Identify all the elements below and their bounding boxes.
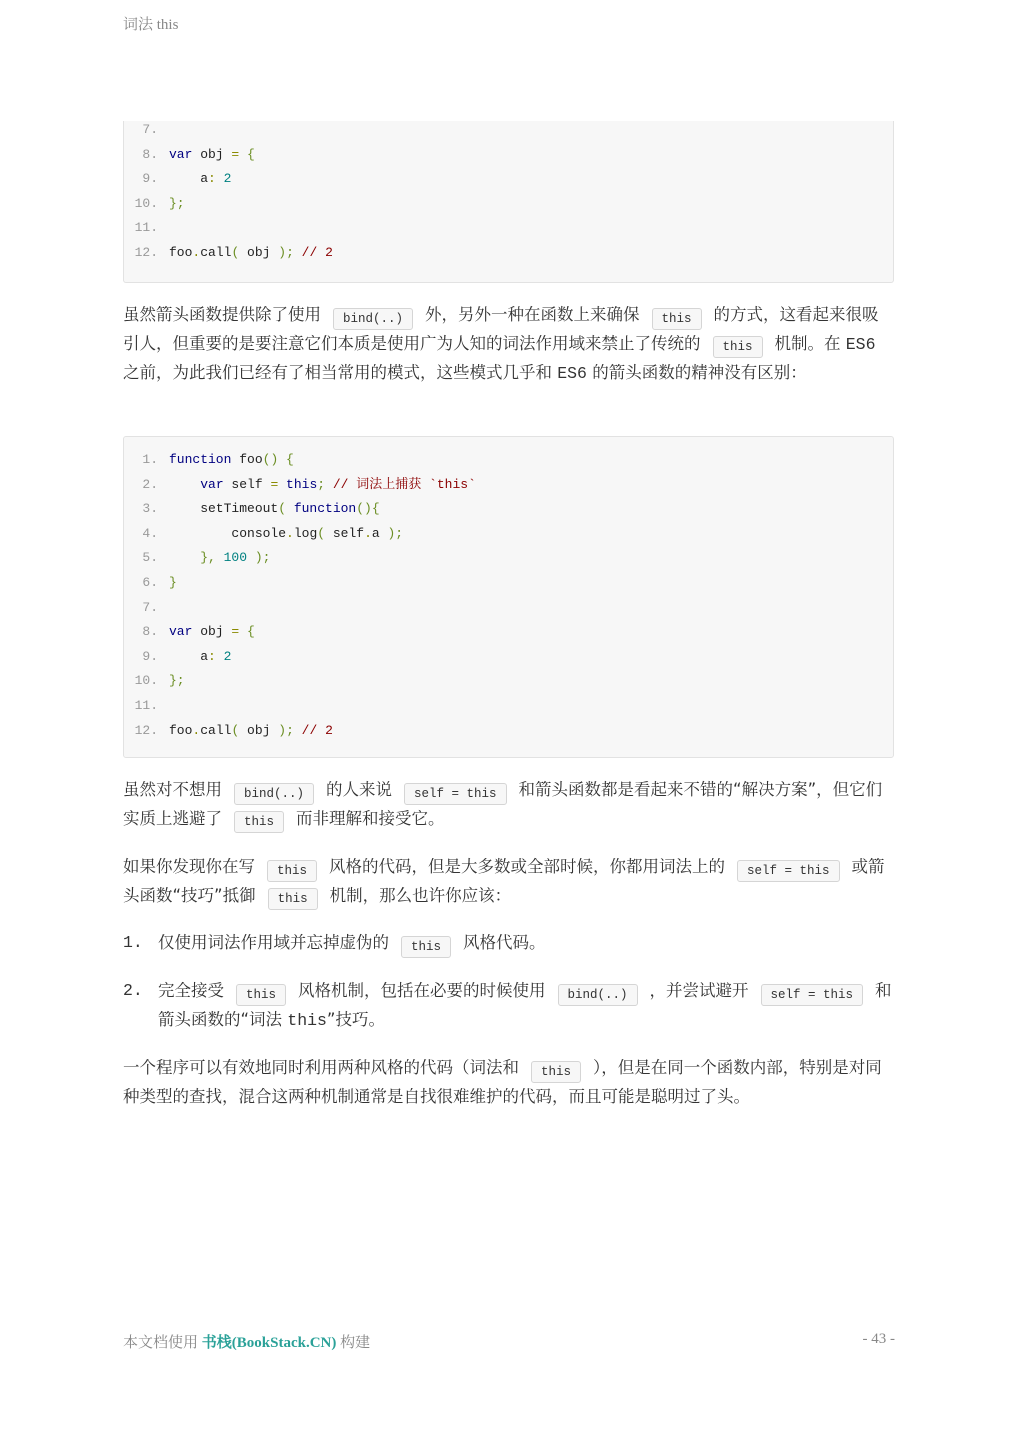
- code-line: [124, 596, 169, 620]
- text: 仅使用词法作用域并忘掉虚伪的: [158, 933, 389, 952]
- text: 风格机制，包括在必要的时候使用: [298, 981, 546, 1000]
- code-token: );: [278, 722, 294, 738]
- code-line: [124, 620, 255, 644]
- text: ），但是在同一个函数内部，特别是对同种类型的查找，混合这两种机制通常是自找很难维护的代码，而且可能是聪明过了头。: [123, 1058, 882, 1106]
- code-line: [124, 167, 231, 191]
- inline-code-this: this: [652, 308, 702, 330]
- code-line: [124, 448, 294, 472]
- line-number: 5.: [142, 550, 158, 566]
- code-token: var: [169, 624, 193, 640]
- code-token: // 2: [293, 722, 333, 738]
- code-token: foo: [169, 722, 193, 738]
- paragraph-arrow-functions: [123, 301, 895, 389]
- line-number: 1.: [142, 452, 158, 467]
- line-number: 8.: [142, 624, 158, 640]
- code-line: [124, 669, 185, 693]
- mono-text-es6: ES6: [845, 334, 876, 354]
- text: 外，另外一种在函数上来确保: [425, 305, 640, 324]
- line-number: 11.: [134, 698, 158, 713]
- inline-code-bind: bind(..): [333, 308, 413, 330]
- text: 一个程序可以有效地同时利用两种风格的代码（词法和: [123, 1058, 519, 1077]
- code-token: =: [270, 476, 279, 492]
- code-line: [124, 497, 380, 521]
- line-number: 2.: [142, 476, 158, 492]
- code-token: console: [169, 525, 287, 541]
- code-line: [124, 473, 476, 497]
- text: 的方式，这看起来很吸引人，但重要的是要注意它们本质是使用广为人知的词法作用域来禁止了传统的: [123, 305, 879, 353]
- line-number: 7.: [142, 122, 158, 137]
- code-token: obj: [192, 146, 232, 162]
- code-token: // 词法上捕获 `this`: [325, 476, 476, 492]
- line-number: 10.: [134, 673, 158, 689]
- paragraph-self-this: [123, 776, 895, 833]
- code-token: foo: [231, 452, 263, 467]
- code-token: .: [364, 525, 372, 541]
- code-token: a: [169, 648, 209, 664]
- code-token: :: [208, 648, 216, 664]
- code-token: );: [247, 550, 271, 566]
- text: 和箭头函数都是看起来不错的“解决方案”，但它们实质上逃避了: [123, 780, 883, 828]
- line-number: 10.: [134, 195, 158, 211]
- code-token: var: [169, 146, 193, 162]
- text: 完全接受: [158, 981, 224, 1000]
- line-number: 11.: [134, 220, 158, 236]
- text: 之前，为此我们已经有了相当常用的模式，这些模式几乎和: [123, 363, 558, 382]
- code-block-continuation: [123, 121, 894, 283]
- mono-text-this: this: [287, 1010, 327, 1030]
- code-token: var: [200, 476, 224, 492]
- code-block-self-this: [123, 436, 894, 758]
- inline-code-this: this: [267, 860, 317, 882]
- code-line: [124, 241, 333, 265]
- code-token: }: [169, 575, 177, 590]
- text: ，并尝试避开: [649, 981, 749, 1000]
- inline-code-this: this: [236, 984, 286, 1006]
- code-token: :: [208, 171, 216, 187]
- code-token: =: [231, 624, 240, 640]
- list-number: 1.: [123, 933, 143, 952]
- list-item: [123, 977, 895, 1035]
- inline-code-self-this: self = this: [761, 984, 864, 1006]
- text: ”技巧。: [326, 1009, 385, 1029]
- code-line: [124, 571, 177, 595]
- footer-bookstack-link[interactable]: 书栈(BookStack.CN): [201, 1335, 337, 1351]
- code-token: };: [169, 673, 185, 689]
- text: 如果你发现你在写: [123, 857, 255, 876]
- code-token: call: [200, 722, 232, 738]
- code-token: 2: [215, 648, 232, 664]
- text: 机制，那么也许你应该：: [329, 885, 512, 905]
- code-token: (: [231, 245, 248, 260]
- code-token: foo: [169, 245, 193, 260]
- inline-code-this: this: [268, 888, 318, 910]
- page-header-title: 词法 this: [123, 17, 179, 33]
- code-token: this: [278, 476, 318, 492]
- code-token: );: [387, 525, 404, 541]
- text: 和箭头函数的“词法: [158, 981, 892, 1029]
- code-token: (){: [356, 501, 380, 517]
- line-number: 8.: [142, 146, 158, 162]
- text: 风格的代码，但是大多数或全部时候，你都用词法上的: [329, 857, 726, 876]
- inline-code-this: this: [234, 811, 284, 833]
- page-number: - 43 -: [862, 1331, 895, 1347]
- line-number: 3.: [142, 501, 158, 517]
- footer-prefix: 本文档使用: [123, 1335, 202, 1351]
- inline-code-this: this: [531, 1061, 581, 1083]
- code-token: 2: [215, 171, 232, 187]
- line-number: 4.: [142, 525, 158, 541]
- inline-code-bind: bind(..): [234, 783, 314, 805]
- code-line: [124, 192, 185, 216]
- code-line: [124, 216, 169, 240]
- code-token: a: [169, 171, 209, 187]
- text: 虽然箭头函数提供除了使用: [123, 305, 321, 324]
- code-token: };: [169, 195, 185, 211]
- list-item: [123, 929, 895, 958]
- code-token: (: [278, 501, 294, 517]
- code-token: call: [200, 245, 232, 260]
- line-number: 9.: [142, 171, 158, 187]
- code-token: obj: [192, 624, 232, 640]
- code-token: );: [278, 245, 294, 260]
- code-token: obj: [247, 245, 279, 260]
- line-number: 12.: [134, 245, 158, 260]
- code-token: (: [231, 722, 248, 738]
- code-line: [124, 694, 169, 718]
- code-token: {: [239, 146, 255, 162]
- code-token: .: [192, 245, 201, 260]
- code-line: [124, 522, 403, 546]
- inline-code-this: this: [713, 336, 763, 358]
- line-number: 12.: [134, 722, 158, 738]
- text: 机制。在: [774, 333, 846, 353]
- code-line: [124, 546, 270, 570]
- line-number: 9.: [142, 648, 158, 664]
- code-token: .: [192, 722, 201, 738]
- text: 的箭头函数的精神没有区别：: [586, 363, 807, 382]
- paragraph-advice: [123, 853, 895, 910]
- mono-text-es6: ES6: [557, 364, 587, 383]
- code-line: [124, 719, 333, 743]
- line-number: 6.: [142, 575, 158, 590]
- code-token: (: [317, 525, 333, 541]
- code-token: ;: [317, 476, 326, 492]
- code-line: [124, 645, 231, 669]
- code-token: self: [223, 476, 271, 492]
- inline-code-bind: bind(..): [558, 984, 638, 1006]
- code-line: [124, 143, 255, 167]
- text: 而非理解和接受它。: [296, 808, 445, 828]
- code-token: () {: [262, 452, 294, 467]
- inline-code-this: this: [401, 936, 451, 958]
- code-token: setTimeout: [169, 501, 279, 517]
- line-number: 7.: [142, 599, 158, 615]
- text: 的人来说: [326, 780, 393, 799]
- code-token: },: [169, 550, 224, 566]
- code-token: function: [169, 452, 232, 467]
- code-token: self: [332, 525, 365, 541]
- code-token: function: [293, 501, 357, 517]
- footer-suffix: 构建: [336, 1335, 371, 1351]
- inline-code-self-this: self = this: [737, 860, 840, 882]
- paragraph-conclusion: [123, 1054, 895, 1111]
- code-token: .: [286, 525, 294, 541]
- code-line: [124, 118, 169, 142]
- footer-credit: [123, 1331, 370, 1352]
- text: 风格代码。: [463, 933, 546, 952]
- text: 或箭头函数“技巧”抵御: [123, 857, 885, 905]
- code-token: {: [239, 624, 255, 640]
- list-number: 2.: [123, 981, 143, 1000]
- code-token: 100: [223, 550, 248, 566]
- code-token: log: [293, 525, 318, 541]
- code-token: // 2: [293, 245, 333, 260]
- code-token: [169, 477, 200, 492]
- code-token: a: [371, 525, 388, 541]
- code-token: obj: [247, 722, 279, 738]
- text: 虽然对不想用: [123, 780, 222, 799]
- inline-code-self-this: self = this: [404, 783, 507, 805]
- code-token: =: [231, 146, 240, 162]
